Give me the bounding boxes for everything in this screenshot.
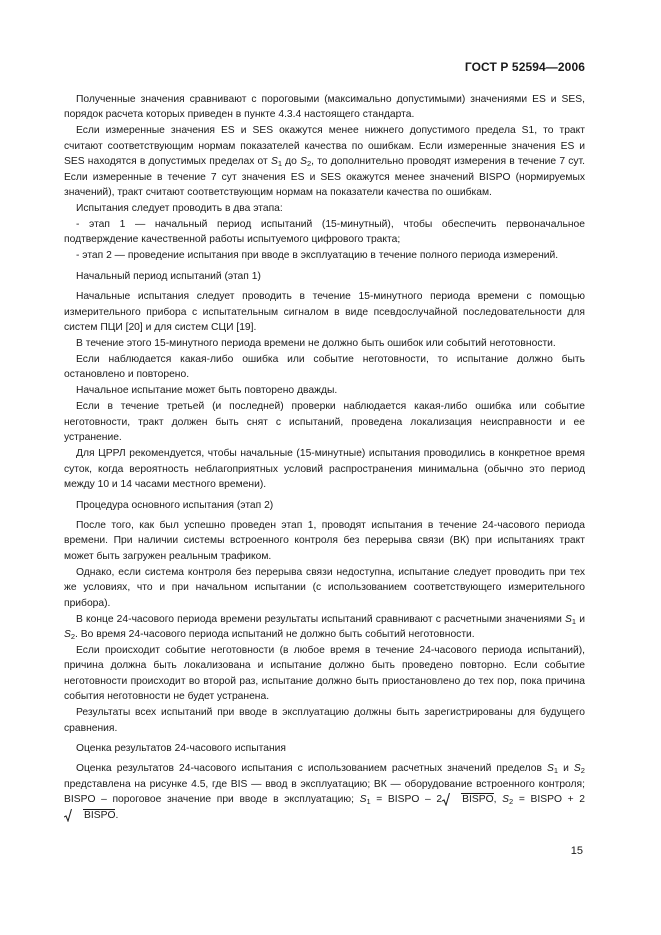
paragraph-unavailability-event: Если происходит событие неготовности (в любое время в течение 24-часового периода испытаний), причина должна быть локализована и испытание должно быть проведено повторно. Если событие неготовности происходит во второй раз, испытание должно быть приостановлено до тех пор, пока причина события неготовности не будет устранена. bbox=[64, 644, 585, 703]
text-fragment: Оценка результатов 24-часового испытания с использованием расчетных значений пределов bbox=[76, 763, 542, 775]
formula-expression: = BISPO + 2 bbox=[513, 794, 585, 806]
body-text bbox=[64, 92, 585, 824]
sqrt-sign-icon bbox=[64, 809, 72, 822]
text-fragment: и bbox=[563, 763, 569, 775]
sqrt-radical bbox=[442, 792, 493, 807]
document-id-header: ГОСТ Р 52594—2006 bbox=[464, 60, 585, 74]
text-fragment: до bbox=[285, 156, 297, 168]
formula-expression: = BISPO – 2 bbox=[370, 794, 443, 806]
symbol-s: S bbox=[502, 794, 510, 806]
subscript: 2 bbox=[580, 766, 585, 776]
text-fragment: Если измеренные значения ES и SES окажутся менее нижнего допустимого предела S1, то тракт считают соответствующим нормам показателей качества по ошибкам. Если измеренные значения ES и SES находятся в допустимых пределах от bbox=[64, 125, 585, 168]
paragraph-evaluation: Оценка результатов 24-часового испытания с использованием расчетных значений пределов $S_1$ и $S_2$ представлена на рисунке 4.5, где BIS — ввод в эксплуатацию; ВК — оборудование встроенного контроля; BISPO – пороговое значение при вводе в эксплуатацию; $S_1$ = BISPO – 2 BISPO, $S_2$ = BISPO + 2 BISPO. bbox=[64, 761, 585, 823]
text-fragment: В конце 24-часового периода времени результаты испытаний сравнивают с расчетными значениями bbox=[76, 613, 562, 625]
subscript: 1 bbox=[277, 159, 282, 169]
radicand: BISPO bbox=[462, 794, 494, 806]
subscript: 2 bbox=[509, 797, 514, 807]
subscript: 1 bbox=[553, 766, 559, 776]
paragraph-after-stage-1: После того, как был успешно проведен этап 1, проводят испытания в течение 24-часового периода времени. При наличии системы встроенного контроля без перерыва связи (ВК) при испытаниях тракт может быть загружен реальным трафиком. bbox=[64, 519, 585, 562]
symbol-s: S bbox=[573, 763, 581, 775]
page-number: 15 bbox=[570, 845, 583, 857]
paragraph-results-registered: Результаты всех испытаний при вводе в эксплуатацию должны быть зарегистрированы для будущего сравнения. bbox=[64, 707, 585, 734]
text-fragment: и bbox=[579, 613, 585, 625]
subscript: 1 bbox=[366, 797, 371, 807]
sqrt-sign-icon bbox=[442, 793, 450, 806]
symbol-s: S bbox=[300, 156, 307, 168]
symbol-s: S bbox=[270, 156, 278, 168]
subscript: 2 bbox=[70, 631, 76, 641]
symbol-s: S bbox=[565, 613, 572, 625]
paragraph-end-24h bbox=[64, 612, 585, 643]
paragraph-error-stop: Если наблюдается какая-либо ошибка или событие неготовности, то испытание должно быть остановлено и повторено. bbox=[64, 354, 585, 381]
symbol-s: S bbox=[546, 763, 554, 775]
text-fragment: . Во время 24-часового периода испытаний не должно быть событий неготовности. bbox=[75, 628, 475, 640]
list-item-stage-2: - этап 2 — проведение испытания при вводе в эксплуатацию в течение полного периода измерений. bbox=[76, 250, 559, 262]
text-fragment: представлена на рисунке 4.5, где BIS — ввод в эксплуатацию; ВК — оборудование встроенного контроля; BISPO – пороговое значение при вводе в эксплуатацию; bbox=[64, 778, 585, 806]
radicand: BISPO bbox=[84, 809, 116, 821]
section-heading-main-procedure: Процедура основного испытания (этап 2) bbox=[76, 499, 274, 511]
sqrt-radical bbox=[64, 808, 115, 823]
paragraph-third-check: Если в течение третьей (и последней) проверки наблюдается какая-либо ошибка или событие неготовности, тракт должен быть снят с испытаний, проведена локализация неисправности и ее устранение. bbox=[64, 401, 585, 444]
paragraph-repeat-twice: Начальное испытание может быть повторено дважды. bbox=[76, 385, 338, 397]
symbol-s: S bbox=[359, 794, 367, 806]
formula-s1 bbox=[360, 794, 494, 805]
paragraph-no-errors: В течение этого 15-минутного периода времени не должно быть ошибок или событий неготовности. bbox=[76, 338, 556, 350]
section-heading-evaluation: Оценка результатов 24-часового испытания bbox=[76, 742, 286, 754]
paragraph-thresholds bbox=[64, 123, 585, 200]
paragraph-results-compare: Полученные значения сравнивают с пороговыми (максимально допустимыми) значениями ES и SES, порядок расчета которых приведен в пункте 4.3.4 настоящего стандарта. bbox=[64, 94, 585, 121]
list-item-stage-1: - этап 1 — начальный период испытаний (15-минутный), чтобы обеспечить первоначальное подтверждение качественной работы испытуемого цифрового тракта; bbox=[64, 219, 585, 246]
symbol-s: S bbox=[64, 628, 71, 640]
paragraph-two-stages: Испытания следует проводить в два этапа: bbox=[76, 203, 283, 215]
subscript: 1 bbox=[571, 616, 577, 626]
paragraph-no-monitoring: Однако, если система контроля без перерыва связи недоступна, испытание следует проводить при тех же условиях, что и при начальном испытании (с использованием соответствующего измерительного прибора). bbox=[64, 566, 585, 609]
paragraph-crrl-recommendation: Для ЦРРЛ рекомендуется, чтобы начальные (15-минутные) испытания проводились в конкретное время суток, когда вероятность неблагоприятных условий распространения минимальна (обычно это период между 10 и 14 часами местного времени). bbox=[64, 448, 585, 491]
paragraph-initial-tests: Начальные испытания следует проводить в течение 15-минутного периода времени с помощью измерительного прибора с испытательным сигналом в виде псевдослучайной последовательности для систем ПЦИ [20] и для систем СЦИ [19]. bbox=[64, 291, 585, 334]
subscript: 2 bbox=[306, 159, 312, 169]
text-fragment: , то дополнительно проводят измерения в течение 7 сут. Если измеренные в течение 7 сут значения ES и SES окажутся менее значений BISPO (нормируемых значений), тракт считают соответствующим нормам на показатели качества по ошибкам. bbox=[64, 156, 585, 199]
section-heading-initial-period: Начальный период испытаний (этап 1) bbox=[76, 270, 261, 282]
